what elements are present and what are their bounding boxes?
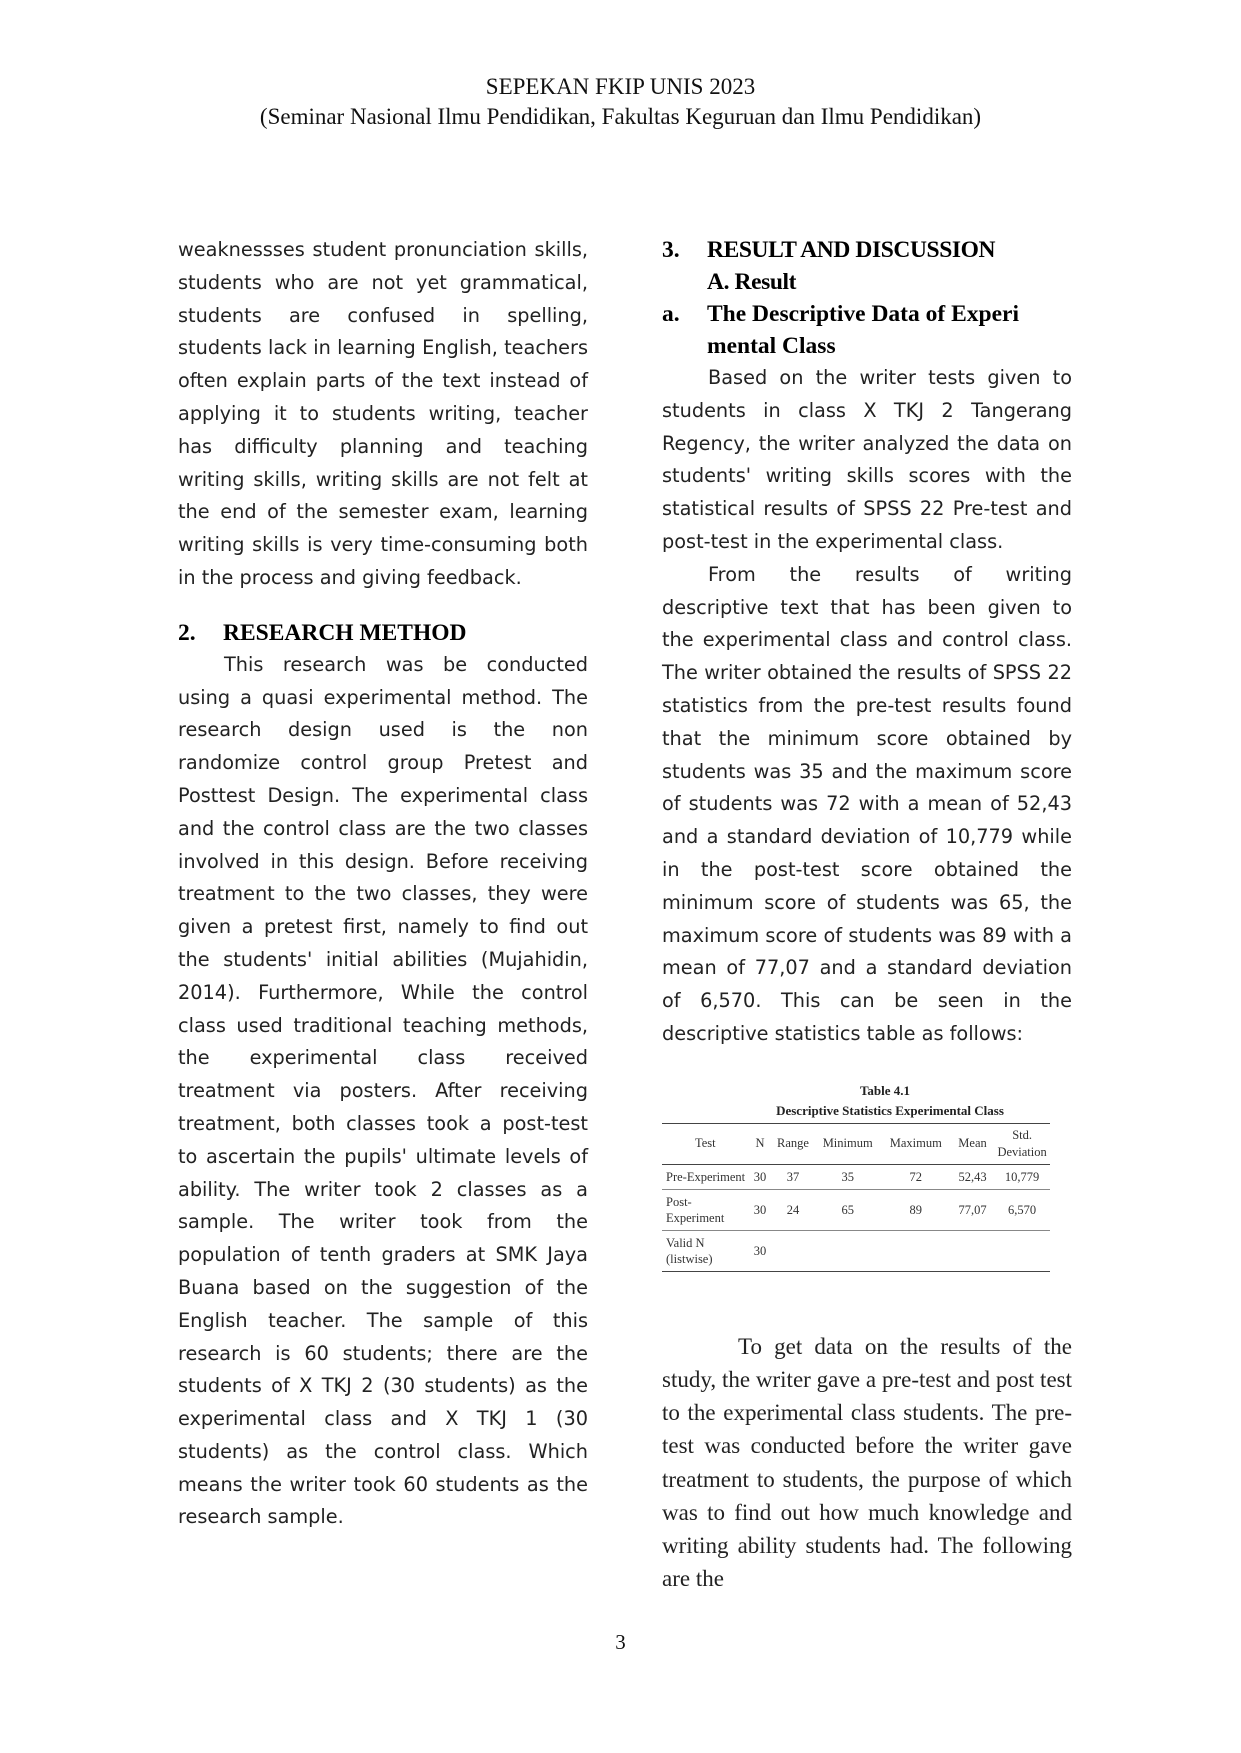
table-cell: 52,43: [951, 1164, 994, 1189]
table-row: [662, 1189, 1050, 1230]
col-header-mean: Mean: [951, 1123, 994, 1164]
table-cell: 30: [749, 1189, 772, 1230]
descriptive-statistics-table-block: [662, 1081, 1072, 1272]
col-header-test: Test: [662, 1123, 749, 1164]
subsection-letter: a.: [662, 301, 680, 327]
table-cell: [951, 1230, 994, 1271]
table-cell: 35: [815, 1164, 881, 1189]
table-cell: [881, 1230, 951, 1271]
research-method-heading: [178, 617, 588, 649]
table-cell: Pre-Experiment: [662, 1164, 749, 1189]
result-paragraph-2: From the results of writing descriptive text that has been given to the experimental class and control class. The writer obtained the results of SPSS 22 statistics from the pre-test results found that the minimum score obtained by students was 35 and the maximum score of students was 72 with a mean of 52,43 and a standard deviation of 10,779 while in the post-test score obtained the minimum score of students was 65, the maximum score of students was 89 with a mean of 77,07 and a standard deviation of 6,570. This can be seen in the descriptive statistics table as follows:: [662, 562, 1072, 1045]
section-number: 3.: [662, 237, 680, 263]
table-caption-number: Table 4.1: [859, 1082, 911, 1098]
result-discussion-heading: [662, 234, 1072, 298]
page-header: [0, 72, 1241, 132]
table-cell: 37: [771, 1164, 814, 1189]
page-number: 3: [615, 1630, 626, 1654]
intro-paragraph: weaknessses student pronunciation skills, students who are not yet grammatical, students are confused in spelling, students lack in learning English, teachers often explain parts of the text instead of applying it to students writing, teacher has difficulty planning and teaching writing skills, writing skills are not felt at the end of the semester exam, learning writing skills is very time-consuming both in the process and giving feedback.: [178, 238, 588, 589]
table-cell: 89: [881, 1189, 951, 1230]
table-cell: [771, 1230, 814, 1271]
table-cell: 30: [749, 1164, 772, 1189]
result-paragraph-1: Based on the writer tests given to students in class X TKJ 2 Tangerang Regency, the writer analyzed the data on students' writing skills scores with the statistical results of SPSS 22 Pre-test and post-test in the experimental class.: [662, 366, 1072, 553]
table-header-row: [662, 1123, 1050, 1164]
conference-subtitle: (Seminar Nasional Ilmu Pendidikan, Fakultas Keguruan dan Ilmu Pendidikan): [259, 104, 982, 129]
table-cell: 30: [749, 1230, 772, 1271]
result-subheading: A. Result: [707, 269, 797, 295]
table-cell: 6,570: [994, 1189, 1050, 1230]
descriptive-data-heading: [662, 298, 1072, 362]
col-header-maximum: Maximum: [881, 1123, 951, 1164]
table-caption-title: Descriptive Statistics Experimental Class: [776, 1102, 1004, 1118]
descriptive-statistics-table: [662, 1123, 1050, 1272]
section-title: RESULT AND DISCUSSION: [707, 237, 996, 263]
col-header-std-deviation: Std. Deviation: [994, 1123, 1050, 1164]
table-cell: [994, 1230, 1050, 1271]
table-cell: Valid N (listwise): [662, 1230, 749, 1271]
table-cell: Post-Experiment: [662, 1189, 749, 1230]
research-method-paragraph: This research was be conducted using a quasi experimental method. The research design used is the non randomize control group Pretest and Posttest Design. The experimental class and the control class are the two classes involved in this design. Before receiving treatment to the two classes, they were given a pretest first, namely to find out the students' initial abilities (Mujahidin, 2014). Furthermore, While the control class used traditional teaching methods, the experimental class received treatment via posters. After receiving treatment, both classes took a post-test to ascertain the pupils' ultimate levels of ability. The writer took 2 classes as a sample. The writer took from the population of tenth graders at SMK Jaya Buana based on the suggestion of the English teacher. The sample of this research is 60 students; there are the students of X TKJ 2 (30 students) as the experimental class and X TKJ 1 (30 students) as the control class. Which means the writer took 60 students as the research sample.: [178, 652, 588, 1529]
table-cell: 72: [881, 1164, 951, 1189]
left-column: [178, 234, 588, 1534]
table-cell: 65: [815, 1189, 881, 1230]
col-header-n: N: [749, 1123, 772, 1164]
section-number: 2.: [178, 619, 196, 646]
subsection-title: The Descriptive Data of Experi mental Class: [707, 301, 1019, 359]
table-cell: 24: [771, 1189, 814, 1230]
table-cell: 77,07: [951, 1189, 994, 1230]
table-cell: [815, 1230, 881, 1271]
section-title: RESEARCH METHOD: [223, 619, 467, 646]
col-header-range: Range: [771, 1123, 814, 1164]
right-column: [662, 234, 1072, 1595]
col-header-minimum: Minimum: [815, 1123, 881, 1164]
table-row: [662, 1164, 1050, 1189]
conference-title: SEPEKAN FKIP UNIS 2023: [485, 74, 756, 99]
result-paragraph-3: To get data on the results of the study, the writer gave a pre-test and post test to the experimental class students. The pre-test was conducted before the writer gave treatment to students, the purpose of which was to find out how much knowledge and writing ability students had. The following are the: [662, 1333, 1072, 1592]
table-cell: 10,779: [994, 1164, 1050, 1189]
table-row: [662, 1230, 1050, 1271]
